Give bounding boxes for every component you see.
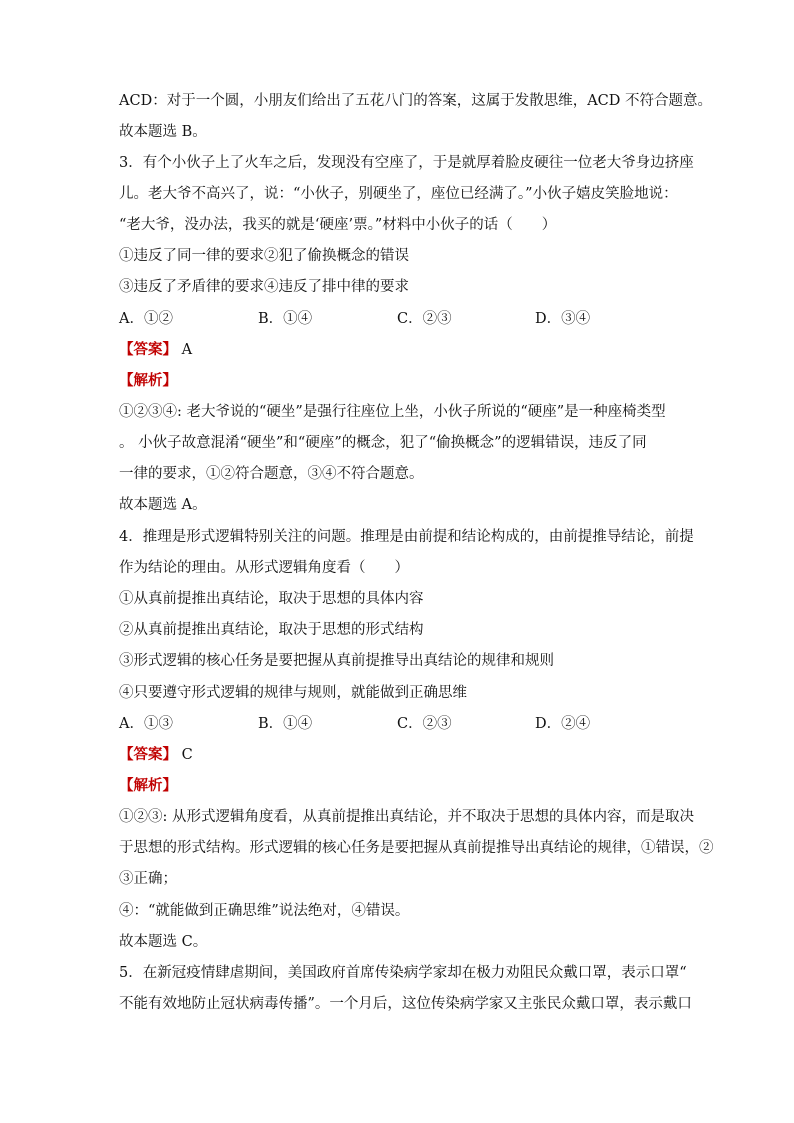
option-d: D．③④ xyxy=(535,311,591,327)
option-a: A．①② xyxy=(119,311,173,327)
analysis-text: ④：“就能做到正确思维”说法绝对，④错误。 xyxy=(119,903,410,919)
analysis-line xyxy=(119,776,679,796)
question-5-stem: 不能有效地防止冠状病毒传播”。一个月后，这位传染病学家又主张民众戴口罩，表示戴口 xyxy=(119,996,692,1012)
analysis-line xyxy=(119,371,679,391)
question-4-stem: 作为结论的理由。从形式逻辑角度看（ ） xyxy=(119,560,409,576)
analysis-text: 于思想的形式结构。形式逻辑的核心任务是要把握从真前提推导出真结论的规律，①错误，② xyxy=(119,840,714,856)
question-3-stem: 3．有个小伙子上了火车之后，发现没有空座了，于是就厚着脸皮硬往一位老大爷身边挤座 xyxy=(119,155,694,171)
question-4-statement: ①从真前提推出真结论，取决于思想的具体内容 xyxy=(119,591,424,607)
conclusion-line: 故本题选 A。 xyxy=(119,497,207,513)
question-4-stem: 4．推理是形式逻辑特别关注的问题。推理是由前提和结论构成的，由前提推导结论，前提 xyxy=(119,529,694,545)
option-b: B．①④ xyxy=(258,716,313,732)
text-line: ACD：对于一个圆，小朋友们给出了五花八门的答案，这属于发散思维，ACD 不符合题意。 xyxy=(119,93,712,109)
analysis-text: 一律的要求，①②符合题意，③④不符合题意。 xyxy=(119,466,424,482)
option-b: B．①④ xyxy=(258,311,313,327)
answer-tag: 【答案】 xyxy=(119,341,177,358)
analysis-tag: 【解析】 xyxy=(119,372,177,389)
question-3-statement: ③违反了矛盾律的要求④违反了排中律的要求 xyxy=(119,279,409,295)
answer-line xyxy=(119,340,679,360)
answer-tag: 【答案】 xyxy=(119,746,177,763)
option-a: A．①③ xyxy=(119,716,173,732)
analysis-text: ③正确； xyxy=(119,871,177,887)
question-4-statement: ③形式逻辑的核心任务是要把握从真前提推导出真结论的规律和规则 xyxy=(119,653,554,669)
analysis-text: ①②③④: 老大爷说的“硬坐”是强行往座位上坐，小伙子所说的“硬座”是一种座椅类型 xyxy=(119,404,666,420)
answer-value: C xyxy=(177,747,193,763)
question-3-stem: 儿。老大爷不高兴了，说：“小伙子，别硬坐了，座位已经满了。”小伙子嬉皮笑脸地说： xyxy=(119,186,678,202)
question-3-statement: ①违反了同一律的要求②犯了偷换概念的错误 xyxy=(119,248,409,264)
answer-value: A xyxy=(177,342,193,358)
conclusion-line: 故本题选 C。 xyxy=(119,934,208,950)
question-4-statement: ④只要遵守形式逻辑的规律与规则，就能做到正确思维 xyxy=(119,685,467,701)
option-c: C．②③ xyxy=(397,716,452,732)
question-3-stem: “老大爷，没办法，我买的就是‘硬座’票。”材料中小伙子的话（ ） xyxy=(119,217,557,233)
question-5-stem: 5．在新冠疫情肆虐期间，美国政府首席传染病学家却在极力劝阻民众戴口罩，表示口罩“ xyxy=(119,965,687,981)
question-4-statement: ②从真前提推出真结论，取决于思想的形式结构 xyxy=(119,622,424,638)
analysis-text: 。 小伙子故意混淆“硬坐”和“硬座”的概念，犯了“偷换概念”的逻辑错误，违反了同 xyxy=(119,435,647,451)
analysis-tag: 【解析】 xyxy=(119,777,177,794)
option-c: C．②③ xyxy=(397,311,452,327)
text-line: 故本题选 B。 xyxy=(119,124,207,140)
option-d: D．②④ xyxy=(535,716,591,732)
analysis-text: ①②③: 从形式逻辑角度看，从真前提推出真结论，并不取决于思想的具体内容，而是取决 xyxy=(119,809,694,825)
answer-line xyxy=(119,745,679,765)
